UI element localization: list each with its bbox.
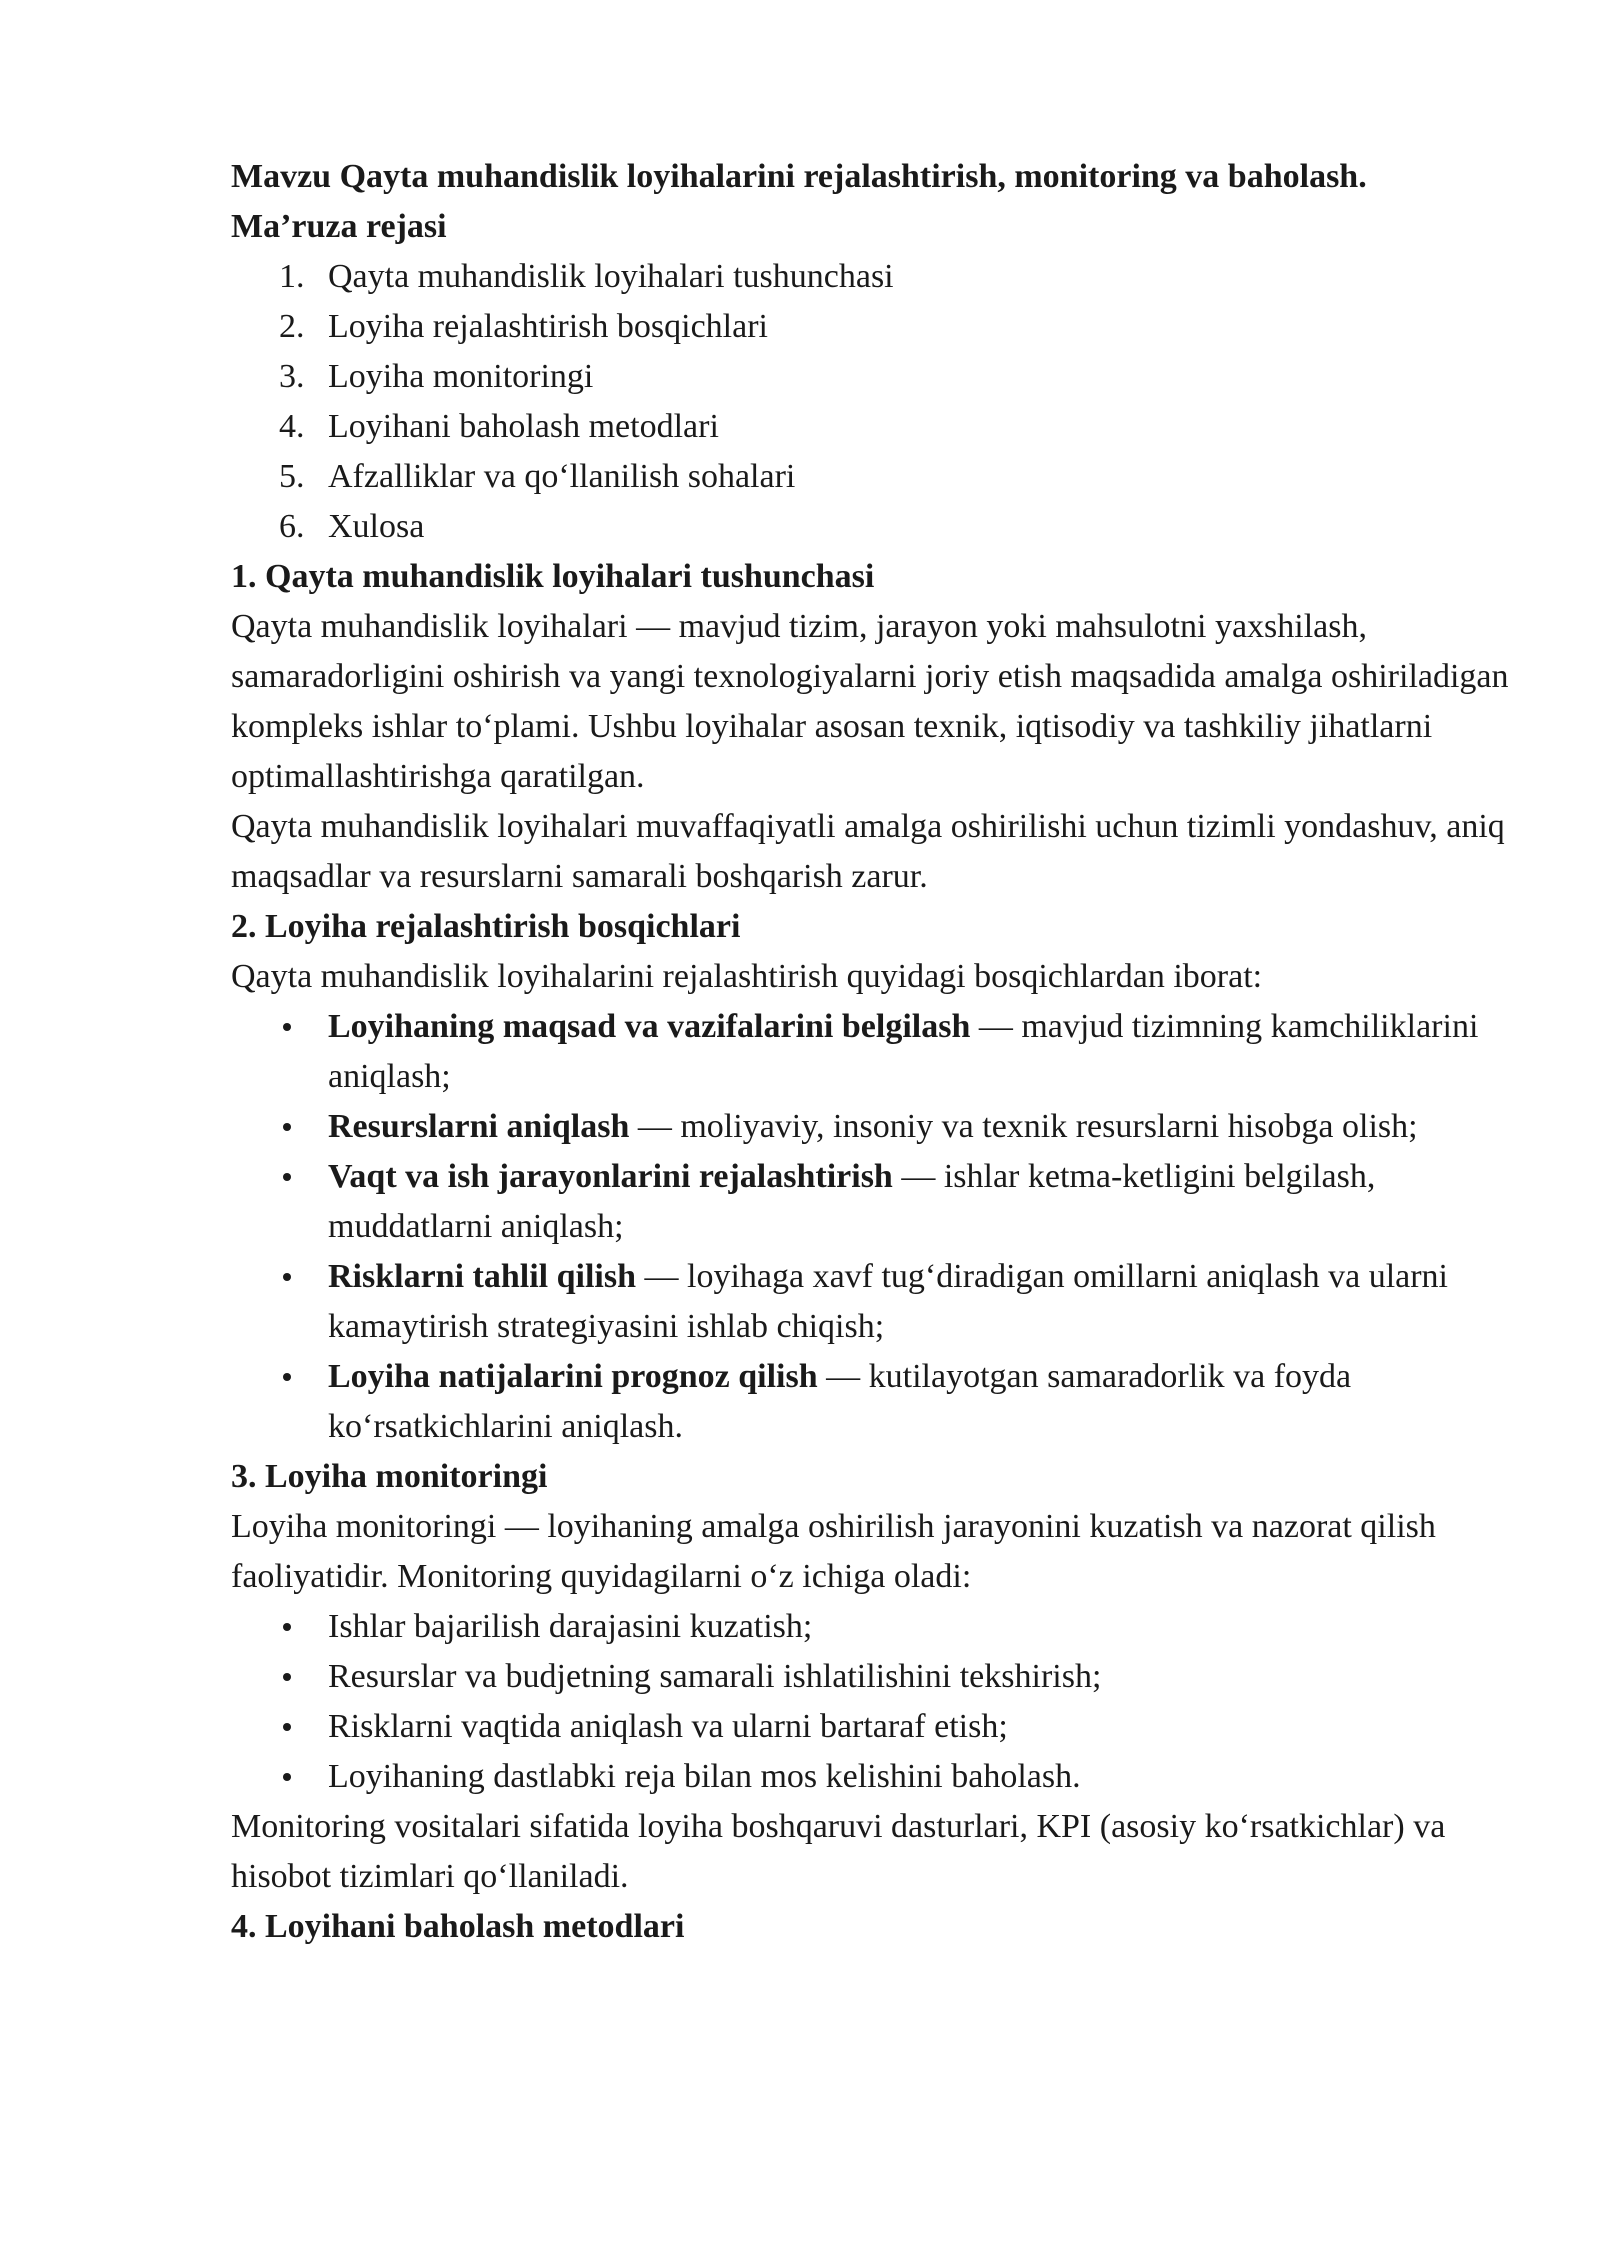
bullet-term: Loyihaning maqsad va vazifalarini belgilash bbox=[328, 1008, 971, 1045]
bullet-item bbox=[279, 1652, 1511, 1702]
bullet-item bbox=[279, 1252, 1511, 1352]
section2-intro: Qayta muhandislik loyihalarini rejalashtirish quyidagi bosqichlardan iborat: bbox=[231, 958, 1263, 995]
section4-heading: 4. Loyihani baholash metodlari bbox=[231, 1908, 685, 1945]
bullet-text: Loyihaning dastlabki reja bilan mos kelishini baholash. bbox=[328, 1758, 1081, 1795]
bullet-description: — kutilayotgan samaradorlik va foyda ko‘rsatkichlarini aniqlash. bbox=[328, 1358, 1352, 1445]
section1-heading: 1. Qayta muhandislik loyihalari tushunchasi bbox=[231, 558, 875, 595]
plan-item-text: Qayta muhandislik loyihalari tushunchasi bbox=[328, 258, 894, 295]
section1-paragraph: Qayta muhandislik loyihalari — mavjud tizim, jarayon yoki mahsulotni yaxshilash, samaradorligini oshirish va yangi texnologiyalarni joriy etish maqsadida amalga oshiriladigan kompleks ishlar to‘plami. Ushbu loyihalar asosan texnik, iqtisodiy va tashkiliy jihatlarni optimallashtirishga qaratilgan. bbox=[231, 608, 1509, 795]
bullet-icon bbox=[279, 1102, 328, 1152]
document-page bbox=[231, 152, 1511, 1952]
bullet-icon bbox=[279, 1352, 328, 1452]
plan-item-text: Loyihani baholash metodlari bbox=[328, 408, 719, 445]
section3-intro: Loyiha monitoringi — loyihaning amalga oshirilish jarayonini kuzatish va nazorat qilish faoliyatidir. Monitoring quyidagilarni o‘z ichiga oladi: bbox=[231, 1508, 1436, 1595]
bullet-term: Vaqt va ish jarayonlarini rejalashtirish bbox=[328, 1158, 893, 1195]
bullet-term: Loyiha natijalarini prognoz qilish bbox=[328, 1358, 818, 1395]
plan-item bbox=[279, 502, 1511, 552]
section2-bullet-list bbox=[279, 1002, 1511, 1452]
bullet-icon bbox=[279, 1652, 328, 1702]
section3-bullet-list bbox=[279, 1602, 1511, 1802]
plan-item-number: 3. bbox=[279, 358, 305, 395]
plan-item-number: 1. bbox=[279, 258, 305, 295]
bullet-item bbox=[279, 1602, 1511, 1652]
plan-item-text: Afzalliklar va qo‘llanilish sohalari bbox=[328, 458, 796, 495]
bullet-item bbox=[279, 1352, 1511, 1452]
bullet-item bbox=[279, 1752, 1511, 1802]
section3-heading: 3. Loyiha monitoringi bbox=[231, 1458, 548, 1495]
bullet-icon bbox=[279, 1252, 328, 1352]
bullet-text: Resurslar va budjetning samarali ishlatilishini tekshirish; bbox=[328, 1658, 1102, 1695]
plan-item bbox=[279, 452, 1511, 502]
bullet-icon bbox=[279, 1752, 328, 1802]
plan-item-number: 2. bbox=[279, 308, 305, 345]
plan-item-number: 4. bbox=[279, 408, 305, 445]
bullet-term: Risklarni tahlil qilish bbox=[328, 1258, 636, 1295]
plan-item-number: 6. bbox=[279, 508, 305, 545]
bullet-description: — ishlar ketma-ketligini belgilash, muddatlarni aniqlash; bbox=[328, 1158, 1376, 1245]
bullet-icon bbox=[279, 1002, 328, 1102]
plan-item bbox=[279, 352, 1511, 402]
section2-heading: 2. Loyiha rejalashtirish bosqichlari bbox=[231, 908, 741, 945]
plan-heading: Ma’ruza rejasi bbox=[231, 208, 447, 245]
plan-item bbox=[279, 252, 1511, 302]
plan-item bbox=[279, 402, 1511, 452]
bullet-item bbox=[279, 1102, 1511, 1152]
plan-item-text: Xulosa bbox=[328, 508, 425, 545]
bullet-text: Risklarni vaqtida aniqlash va ularni bartaraf etish; bbox=[328, 1708, 1008, 1745]
plan-item-text: Loyiha rejalashtirish bosqichlari bbox=[328, 308, 768, 345]
bullet-icon bbox=[279, 1152, 328, 1252]
bullet-icon bbox=[279, 1702, 328, 1752]
bullet-item bbox=[279, 1002, 1511, 1102]
section3-outro: Monitoring vositalari sifatida loyiha boshqaruvi dasturlari, KPI (asosiy ko‘rsatkichlar) va hisobot tizimlari qo‘llaniladi. bbox=[231, 1808, 1446, 1895]
plan-item-text: Loyiha monitoringi bbox=[328, 358, 594, 395]
plan-item bbox=[279, 302, 1511, 352]
bullet-text: Ishlar bajarilish darajasini kuzatish; bbox=[328, 1608, 813, 1645]
plan-list bbox=[279, 252, 1511, 552]
bullet-description: — loyihaga xavf tug‘diradigan omillarni aniqlash va ularni kamaytirish strategiyasini ishlab chiqish; bbox=[328, 1258, 1448, 1345]
section1-paragraph: Qayta muhandislik loyihalari muvaffaqiyatli amalga oshirilishi uchun tizimli yondashuv, aniq maqsadlar va resurslarni samarali boshqarish zarur. bbox=[231, 808, 1505, 895]
bullet-icon bbox=[279, 1602, 328, 1652]
bullet-item bbox=[279, 1152, 1511, 1252]
plan-item-number: 5. bbox=[279, 458, 305, 495]
bullet-description: — mavjud tizimning kamchiliklarini aniqlash; bbox=[328, 1008, 1479, 1095]
bullet-term: Resurslarni aniqlash bbox=[328, 1108, 630, 1145]
bullet-description: — moliyaviy, insoniy va texnik resurslarni hisobga olish; bbox=[629, 1108, 1418, 1145]
document-title: Mavzu Qayta muhandislik loyihalarini rejalashtirish, monitoring va baholash. bbox=[231, 158, 1367, 195]
bullet-item bbox=[279, 1702, 1511, 1752]
